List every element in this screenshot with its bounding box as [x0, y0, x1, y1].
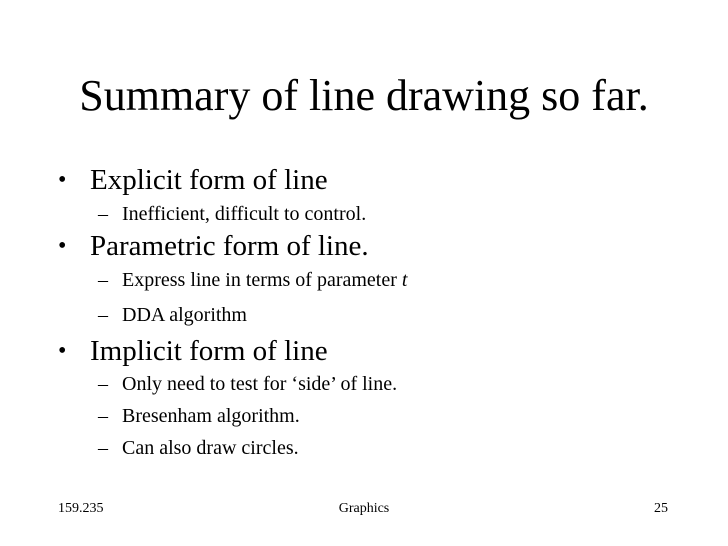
- sub-bullet-item: [98, 403, 300, 429]
- sub-bullet-marker: –: [98, 203, 108, 225]
- sub-bullet-marker: –: [98, 304, 108, 326]
- bullet-marker: •: [58, 233, 67, 259]
- sub-bullet-marker: –: [98, 269, 108, 291]
- bullet-item: [58, 334, 328, 368]
- sub-bullet-marker: –: [98, 405, 108, 427]
- sub-bullet-text: Bresenham algorithm.: [122, 405, 300, 427]
- sub-bullet-item: [98, 267, 407, 293]
- sub-bullet-item: [98, 201, 366, 227]
- sub-bullet-item: [98, 302, 247, 328]
- sub-bullet-text: Only need to test for ‘side’ of line.: [122, 373, 398, 395]
- footer-page-number: 25: [654, 501, 668, 516]
- sub-bullet-marker: –: [98, 373, 108, 395]
- bullet-item: [58, 229, 369, 263]
- bullet-text: Parametric form of line.: [90, 230, 369, 262]
- parameter-variable: t: [401, 269, 408, 291]
- bullet-marker: •: [58, 167, 67, 193]
- bullet-item: [58, 163, 328, 197]
- sub-bullet-text: Express line in terms of parameter: [122, 269, 402, 291]
- bullet-marker: •: [58, 338, 67, 364]
- sub-bullet-text: Can also draw circles.: [122, 437, 299, 459]
- bullet-text: Implicit form of line: [90, 335, 328, 367]
- sub-bullet-text: Inefficient, difficult to control.: [122, 203, 367, 225]
- bullet-text: Explicit form of line: [90, 164, 328, 196]
- footer-course-name: Graphics: [338, 501, 390, 516]
- slide-title: Summary of line drawing so far.: [79, 71, 649, 120]
- sub-bullet-item: [98, 435, 299, 461]
- sub-bullet-text: DDA algorithm: [122, 304, 247, 326]
- footer-course-code: 159.235: [58, 501, 104, 516]
- sub-bullet-marker: –: [98, 437, 108, 459]
- sub-bullet-item: [98, 371, 397, 397]
